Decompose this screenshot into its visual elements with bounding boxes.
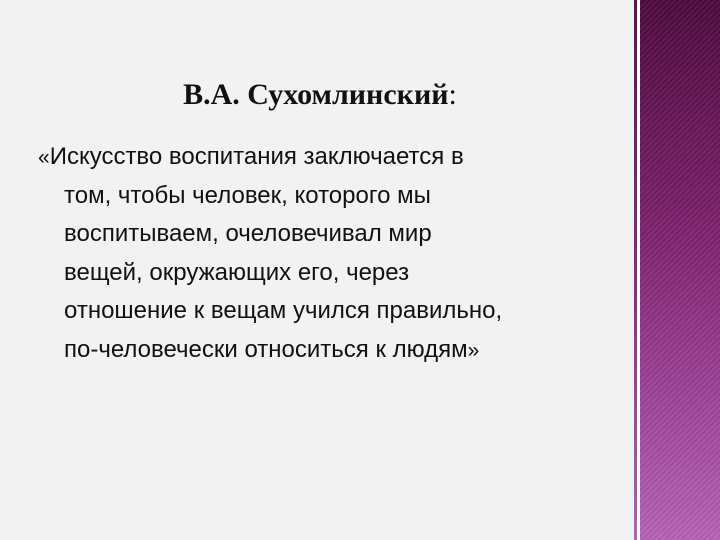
author-name: В.А. Сухомлинский	[183, 78, 449, 111]
quote-open-mark: «	[38, 146, 50, 169]
quote-line-5: отношение к вещам учился правильно,	[64, 297, 503, 324]
title-colon: :	[448, 78, 457, 111]
quote-line-4: вещей, окружающих его, через	[64, 258, 410, 286]
quote-block	[38, 138, 598, 369]
quote-line-3: воспитываем, очеловечивал мир	[64, 220, 432, 247]
quote-line-6-text: по-человечески относиться к людям	[64, 335, 468, 363]
slide-title	[0, 78, 640, 112]
quote-line-1-text: Искусство воспитания заключается в	[49, 143, 464, 170]
quote-line-1	[38, 138, 598, 177]
decorative-side-band	[640, 0, 720, 540]
quote-line-2: том, чтобы человек, которого мы	[64, 181, 431, 209]
quote-line-6	[38, 331, 598, 370]
quote-close-mark: »	[467, 338, 480, 362]
